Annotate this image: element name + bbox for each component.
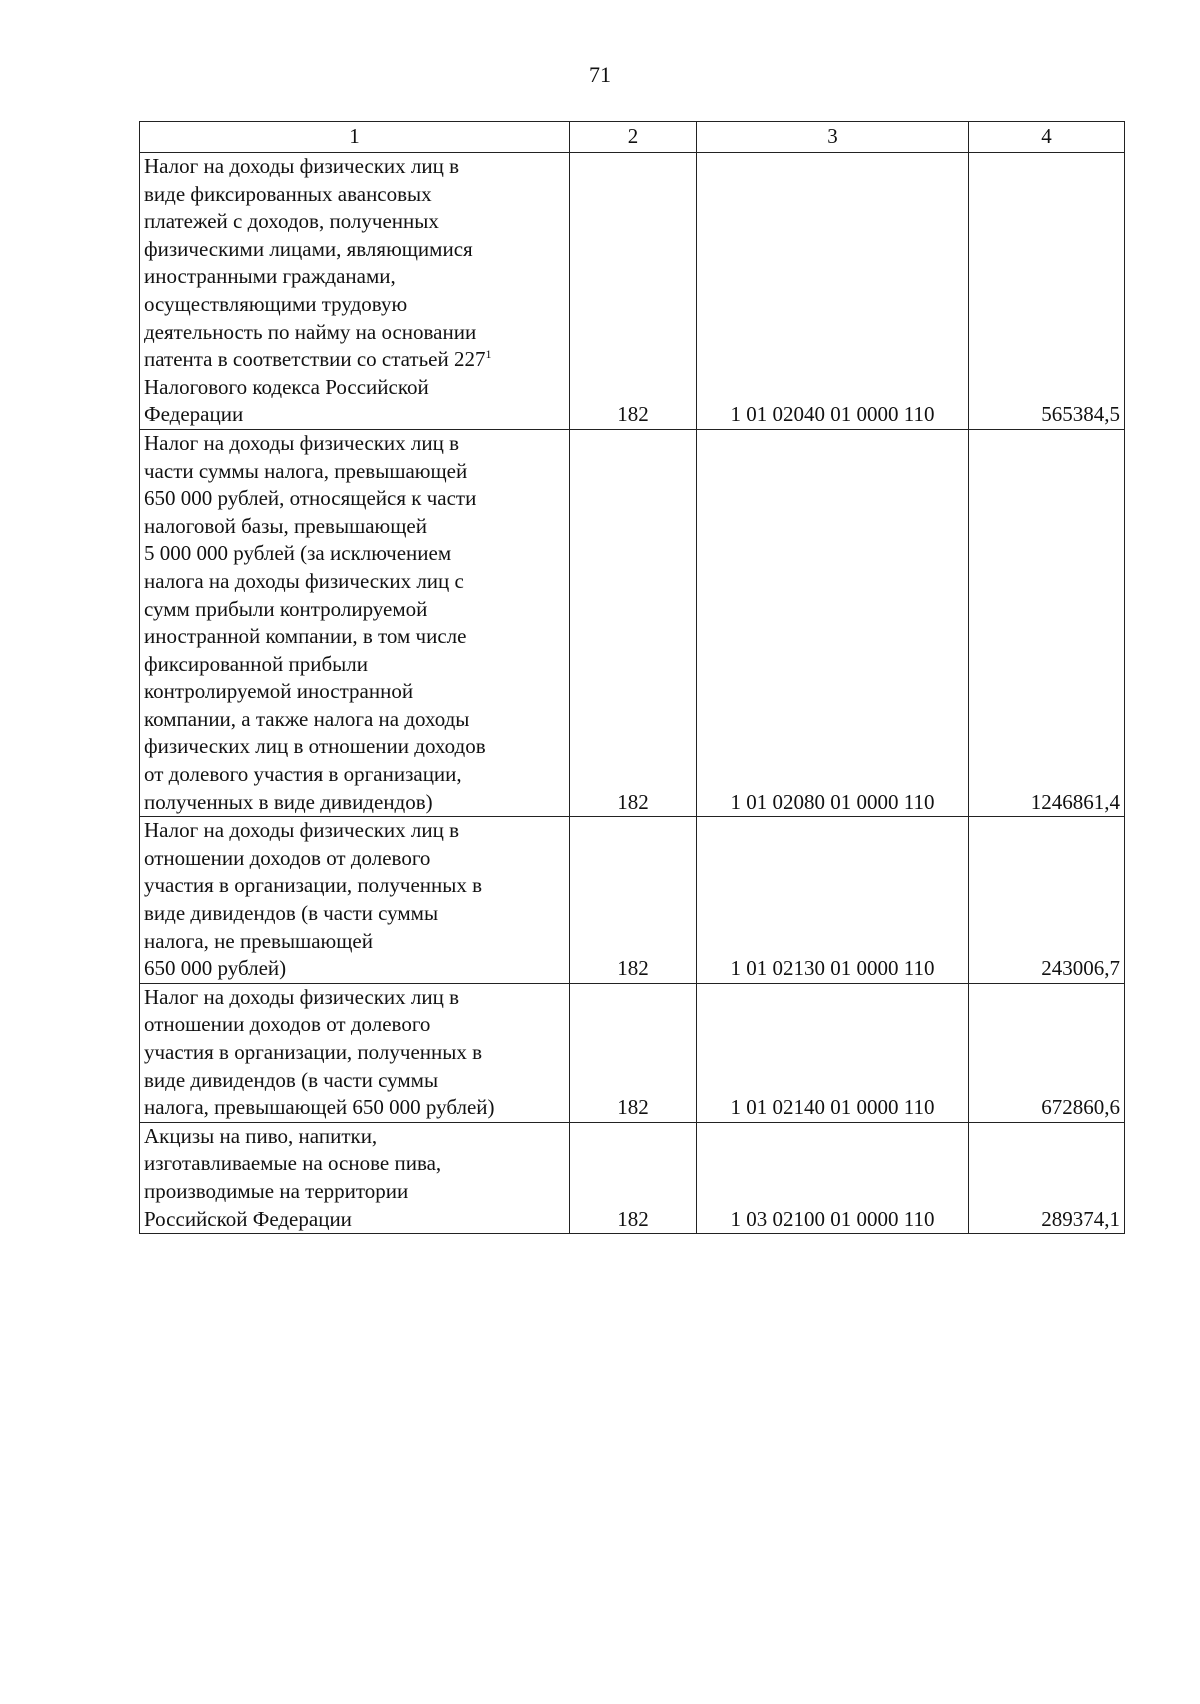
- budget-classification-code-cell: 1 01 02130 01 0000 110: [697, 817, 969, 984]
- table-header-row: [140, 122, 1125, 153]
- budget-classification-code-cell: 1 01 02080 01 0000 110: [697, 429, 969, 816]
- page-number: 71: [589, 62, 611, 87]
- column-header-3: 3: [697, 122, 969, 153]
- administrator-code-cell: 182: [570, 817, 697, 984]
- table-row: [140, 817, 1125, 984]
- table-row: [140, 983, 1125, 1122]
- column-header-1: 1: [140, 122, 570, 153]
- budget-classification-code-cell: 1 01 02040 01 0000 110: [697, 153, 969, 430]
- administrator-code-cell: 182: [570, 983, 697, 1122]
- revenue-name-cell: [140, 153, 570, 430]
- revenue-name-cell: Акцизы на пиво, напитки, изготавливаемые на основе пива, производимые на территории Российской Федерации: [140, 1122, 570, 1233]
- revenue-name-cell: Налог на доходы физических лиц в части суммы налога, превышающей 650 000 рублей, относящейся к части налоговой базы, превышающей 5 000 000 рублей (за исключением налога на доходы физических лиц с сумм прибыли контролируемой иностранной компании, в том числе фиксированной прибыли контролируемой иностранной компании, а также налога на доходы физических лиц в отношении доходов от долевого участия в организации, полученных в виде дивидендов): [140, 429, 570, 816]
- administrator-code-cell: 182: [570, 429, 697, 816]
- administrator-code-cell: 182: [570, 1122, 697, 1233]
- table-row: [140, 153, 1125, 430]
- revenue-name-cell: Налог на доходы физических лиц в отношении доходов от долевого участия в организации, полученных в виде дивидендов (в части суммы налога, превышающей 650 000 рублей): [140, 983, 570, 1122]
- revenue-name-superscript: 1: [485, 347, 492, 362]
- amount-cell: 1246861,4: [969, 429, 1125, 816]
- budget-classification-code-cell: 1 01 02140 01 0000 110: [697, 983, 969, 1122]
- administrator-code-cell: 182: [570, 153, 697, 430]
- column-header-2: 2: [570, 122, 697, 153]
- budget-classification-code-cell: 1 03 02100 01 0000 110: [697, 1122, 969, 1233]
- amount-cell: 565384,5: [969, 153, 1125, 430]
- amount-cell: 243006,7: [969, 817, 1125, 984]
- column-header-4: 4: [969, 122, 1125, 153]
- revenue-table: [139, 121, 1125, 1234]
- revenue-name: Налог на доходы физических лиц в виде фиксированных авансовых платежей с доходов, полученных физическими лицами, являющимися иностранными гражданами, осуществляющими трудовую деятельность по найму на основании патента в соответствии со статьей 227: [144, 154, 486, 372]
- revenue-name-continued: Налогового кодекса Российской Федерации: [144, 374, 429, 427]
- table-row: [140, 429, 1125, 816]
- amount-cell: 289374,1: [969, 1122, 1125, 1233]
- revenue-name-cell: Налог на доходы физических лиц в отношении доходов от долевого участия в организации, полученных в виде дивидендов (в части суммы налога, не превышающей 650 000 рублей): [140, 817, 570, 984]
- table-row: [140, 1122, 1125, 1233]
- amount-cell: 672860,6: [969, 983, 1125, 1122]
